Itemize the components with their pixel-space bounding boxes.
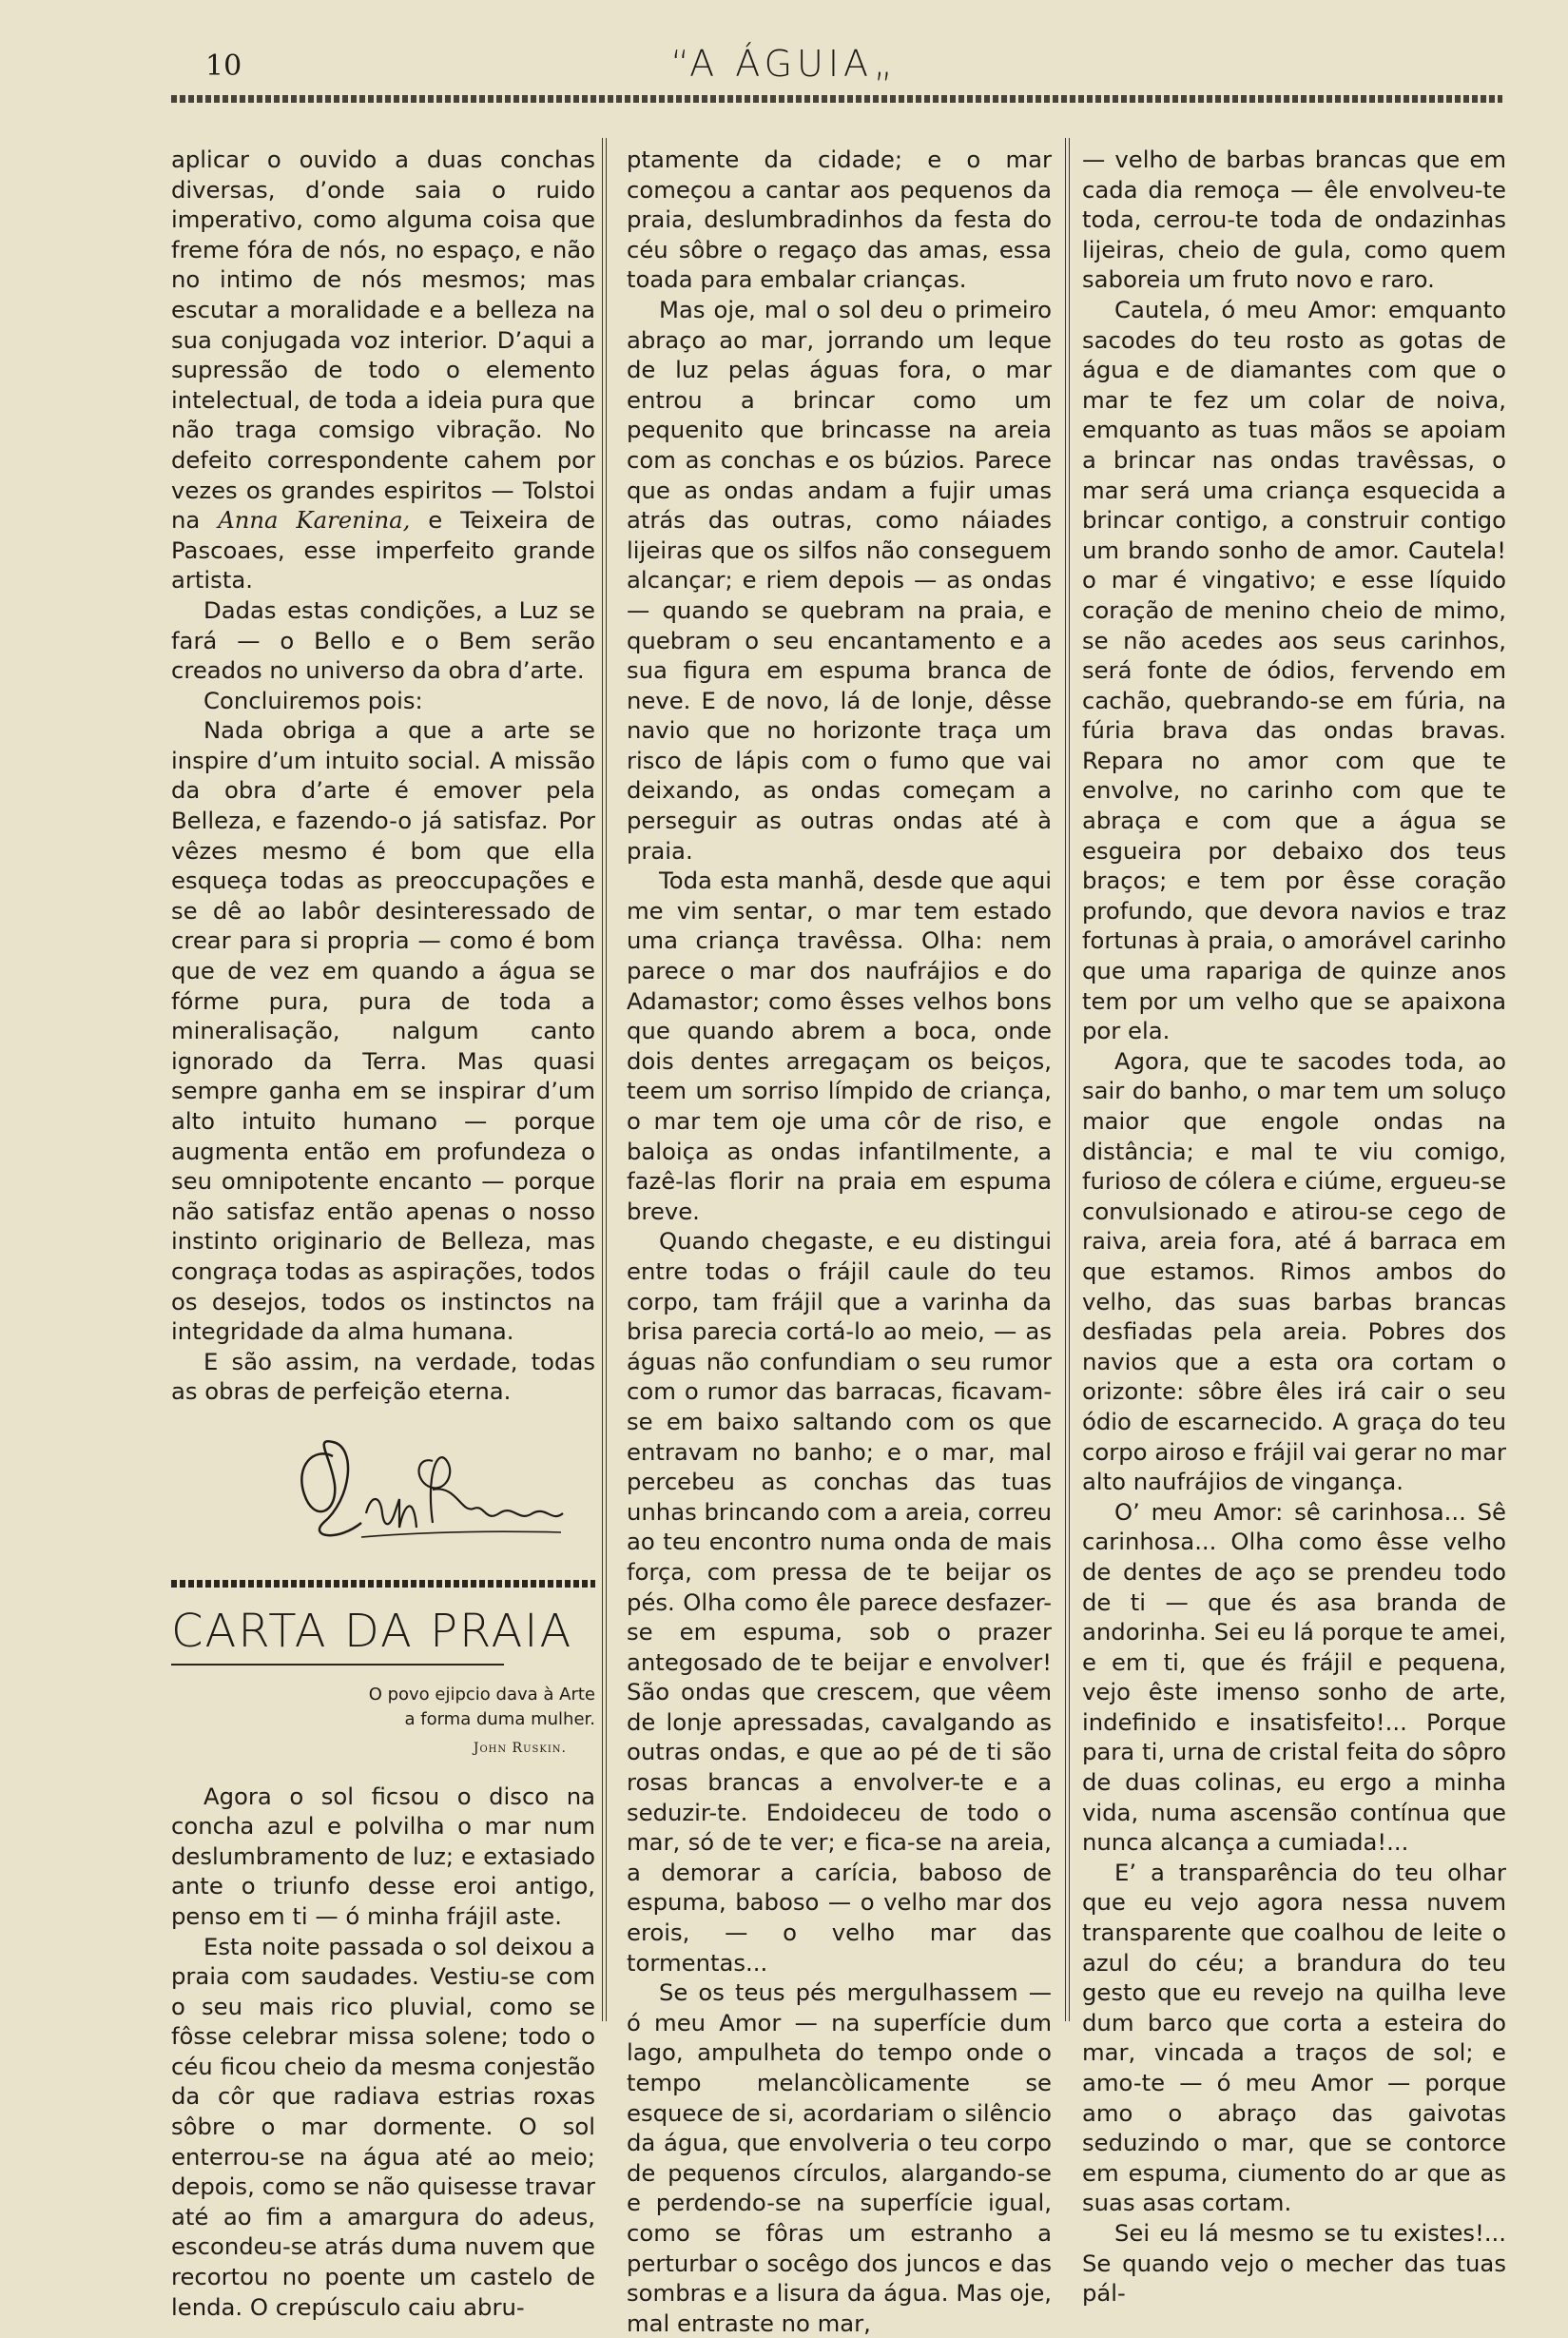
paragraph: Quando chegaste, e eu distingui entre todas o frájil caule do teu corpo, tam frájil que a varinha da brisa parecia cortá-lo ao meio, — as águas não confundiam o seu rumor com o rumor das barracas, ficavam-se em baixo saltando com os que entravam no banho; e o mar, mal percebeu as conchas das tuas unhas brincando com a areia, correu ao teu encontro numa onda de mais força, com pressa de te beijar os pés. Olha como êle parece desfazer-se em espuma, sob o prazer antegosado de te beijar e envolver! São ondas que crescem, que vêem de lonje apressadas, cavalgando as outras ondas, e que ao pé de ti são rosas brancas a envolver-te e a seduzir-te. Endoideceu de todo o mar, só de te ver; e fica-se na areia, a demorar a carícia, baboso de espuma, baboso — o velho mar dos erois, — o velho mar das tormentas... (627, 1227, 1052, 1977)
paragraph: O’ meu Amor: sê carinhosa... Sê carinhosa... Olha como êsse velho de dentes de aço se prendeu todo de ti — que és asa branda de andorinha. Sei eu lá porque te amei, e em ti, que és frájil e pequena, vejo êste imenso sonho de arte, indefinido e insatisfeito!... Porque para ti, urna de cristal feita do sôpro de duas colinas, eu ergo a minha vida, numa ascensão contínua que nunca alcança a cumiada!... (1082, 1497, 1506, 1857)
author-signature (171, 1418, 595, 1570)
column-1 (171, 145, 595, 2322)
column-2 (627, 145, 1052, 2338)
column-divider (1065, 138, 1066, 2021)
paragraph: — velho de barbas brancas que em cada dia remoça — êle envolveu-te toda, cerrou-te toda de ondazinhas lijeiras, cheio de gula, como quem saboreia um fruto novo e raro. (1082, 146, 1506, 294)
paragraph: Esta noite passada o sol deixou a praia com saudades. Vestiu-se com o seu mais rico pluvial, como se fôsse celebrar missa solene; todo o céu ficou cheio da mesma conjestão da côr que radiava estrias roxas sôbre o mar dormente. O sol enterrou-se na água até ao meio; depois, como se não quisesse travar até ao fim a amargura do adeus, escondeu-se atrás duma nuvem que recortou no poente um castelo de lenda. O crepúsculo caiu abru- (171, 1932, 595, 2321)
column-divider (1069, 138, 1070, 2021)
epigraph-line: O povo ejipcio dava à Arte (368, 1684, 595, 1705)
paragraph: Nada obriga a que a arte se inspire d’um intuito social. A missão da obra d’arte é emover pela Belleza, e fazendo-o já satisfaz. Por vêzes mesmo é bom que ella esqueça todas as preoccupações e se dê ao labôr desinteressado de crear para si propria — como é bom que de vez em quando a água se fórme pura, pura de toda a mineralisação, nalgum canto ignorado da Terra. Mas quasi sempre ganha em se inspirar d’um alto intuito humano — porque augmenta então em profundeza o seu omnipotente encanto — porque não satisfaz então apenas o nosso instinto originario de Belleza, mas congraça todas as aspirações, todos os desejos, todos os instinctos na integridade da alma humana. (171, 716, 595, 1346)
paragraph: Agora, que te sacodes toda, ao sair do banho, o mar tem um soluço maior que engole ondas na distância; e mal te viu comigo, furioso de cólera e ciúme, ergueu-se convulsionado e atirou-se cego de raiva, areia fora, até á barraca em que estamos. Rimos ambos do velho, das suas barbas brancas desfiadas pela areia. Pobres dos navios que a esta ora cortam o orizonte: sôbre êles irá cair o seu ódio de escarnecido. A graça do teu corpo airoso e frájil vai gerar no mar alto naufrájios de vingança. (1082, 1046, 1506, 1496)
paragraph: E são assim, na verdade, todas as obras de perfeição eterna. (171, 1347, 595, 1406)
title-underline (171, 1664, 504, 1666)
section-divider (171, 1580, 595, 1588)
page-number: 10 (205, 49, 242, 83)
text: e Teixeira de Pascoaes, esse imperfeito grande artista. (171, 506, 595, 594)
paragraph: Se os teus pés mergulhassem — ó meu Amor — na superfície dum lago, ampulheta do tempo onde o tempo melancòlicamente se esquece de si, acordariam o silêncio da água, que envolveria o teu corpo de pequenos círculos, alargando-se e perdendo-se na superfície igual, como se fôras um estranho a perturbar o socêgo dos juncos e das sombras e a lisura da água. Mas oje, mal entraste no mar, (627, 1978, 1052, 2337)
section-title: CARTA DA PRAIA (171, 1604, 573, 1658)
paragraph: Concluiremos pois: (203, 686, 423, 714)
column-divider (602, 138, 603, 2021)
paragraph: Mas oje, mal o sol deu o primeiro abraço ao mar, jorrando um leque de luz pelas águas fora, o mar entrou a brincar como um pequenito que brincasse na areia com as conchas e os búzios. Parece que as ondas andam a fujir umas atrás das outras, como náiades lijeiras que os silfos não conseguem alcançar; e riem depois — as ondas — quando se quebram na praia, e quebram o seu encantamento e a sua figura em espuma branca de neve. E de novo, lá de lonje, dêsse navio que no horizonte traça um risco de lápis com o fumo que vai deixando, as ondas começam a perseguir as outras ondas até à praia. (627, 295, 1052, 865)
text: aplicar o ouvido a duas conchas diversas, d’onde saia o ruido imperativo, como alguma coisa que freme fóra de nós, no espaço, e não no intimo de nós mesmos; mas escutar a moralidade e a belleza na sua conjugada voz interior. D’aqui a supressão de todo o elemento intelectual, de toda a ideia pura que não traga comsigo vibração. No defeito correspondente cahem por vezes os grandes espiritos — Tolstoi na (171, 146, 595, 535)
paragraph: ptamente da cidade; e o mar começou a cantar aos pequenos da praia, deslumbradinhos da festa do céu sôbre o regaço das amas, essa toada para embalar crianças. (627, 146, 1052, 294)
paragraph: Dadas estas condições, a Luz se fará — o Bello e o Bem serão creados no universo da obra d’arte. (171, 595, 595, 685)
paragraph: Cautela, ó meu Amor: emquanto sacodes do teu rosto as gotas de água e de diamantes com que o mar te fez um colar de noiva, emquanto as tuas mãos se apoiam a brincar nas ondas travêssas, o mar será uma criança esquecida a brincar contigo, a construir contigo um brando sonho de amor. Cautela! o mar é vingativo; e esse líquido coração de menino cheio de mimo, se não acedes aos seus carinhos, será fonte de ódios, fervendo em cachão, quebrando-se em fúria, na fúria brava das ondas bravas. Repara no amor com que te envolve, no carinho com que te abraça e com que a água se esgueira por debaixo dos teus braços; e tem por êsse coração profundo, que devora navios e traz fortunas à praia, o amorável carinho que uma rapariga de quinze anos tem por um velho que se apaixona por ela. (1082, 295, 1506, 1045)
column-3 (1082, 145, 1506, 2309)
signature-graphic (171, 1418, 595, 1570)
column-divider (606, 138, 607, 2021)
header-rule (171, 95, 1502, 103)
masthead-title: “A ÁGUIA„ (670, 43, 898, 85)
epigraph-line: a forma duma mulher. (404, 1708, 595, 1729)
paragraph (171, 145, 595, 595)
paragraph: Toda esta manhã, desde que aqui me vim sentar, o mar tem estado uma criança travêssa. Olha: nem parece o mar dos naufrájios e do Adamastor; como êsses velhos bons que quando abrem a boca, onde dois dentes arregaçam os beiços, teem um sorriso límpido de criança, o mar tem oje uma côr de riso, e baloiça as ondas infantilmente, a fazê-las florir na praia em espuma breve. (627, 867, 1052, 1225)
italic-title: Anna Karenina, (218, 506, 411, 535)
paragraph: Sei eu lá mesmo se tu existes!... Se quando vejo o mecher das tuas pál- (1082, 2218, 1506, 2308)
epigraph-author: John Ruskin. (473, 1740, 567, 1756)
paragraph: E’ a transparência do teu olhar que eu vejo agora nessa nuvem transparente que coalhou de leite o azul do céu; a brandura do teu gesto que eu revejo na quilha leve dum barco que corta a esteira do mar, vincada a traços de sol; e amo-te — ó meu Amor — porque amo o abraço das gaivotas seduzindo o mar, que se contorce em espuma, ciumento do ar que as suas asas cortam. (1082, 1858, 1506, 2217)
paragraph: Agora o sol ficsou o disco na concha azul e polvilha o mar num deslumbramento de luz; e extasiado ante o triunfo desse eroi antigo, penso em ti — ó minha frájil aste. (171, 1782, 595, 1930)
